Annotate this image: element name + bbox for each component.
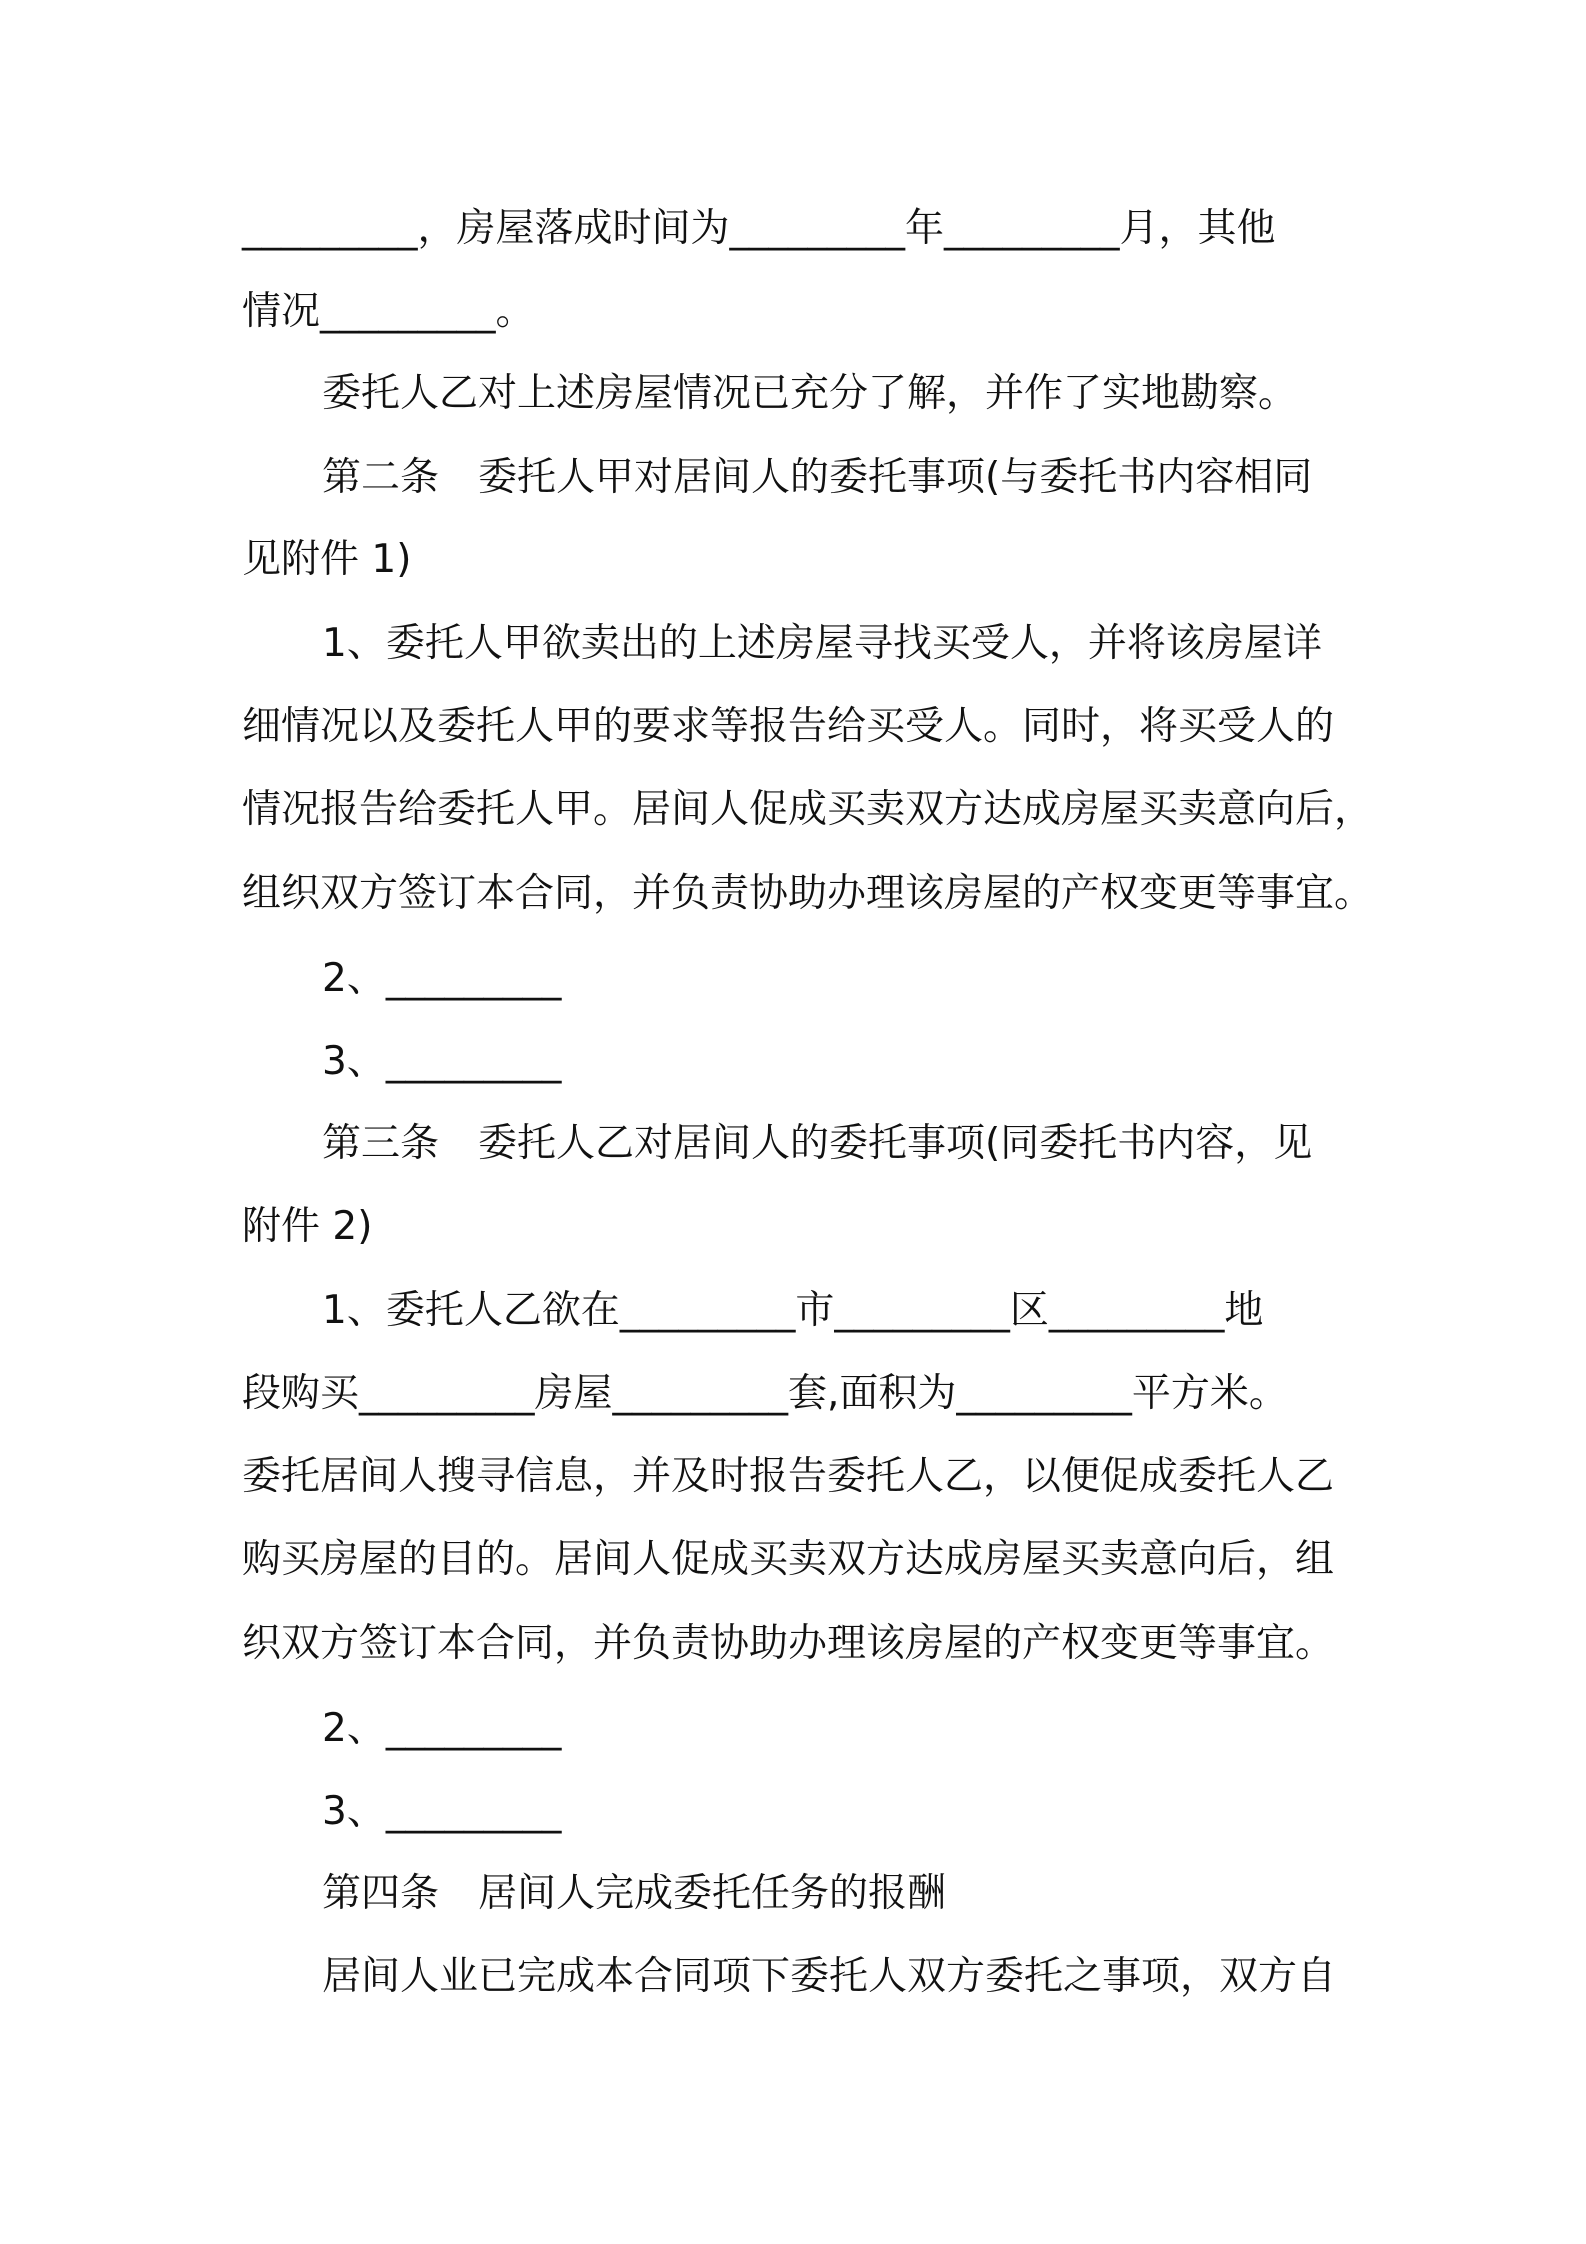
text-line: 织双方签订本合同，并负责协助办理该房屋的产权变更等事宜。 — [242, 1621, 1335, 1666]
list-item: 2、_________ — [322, 1706, 562, 1751]
text-line: 见附件 1) — [242, 537, 412, 582]
list-item: 3、_________ — [322, 1789, 562, 1834]
text-line: 委托人乙对上述房屋情况已充分了解，并作了实地勘察。 — [322, 371, 1298, 416]
text-line: 段购买_________房屋_________套,面积为_________平方米。 — [242, 1371, 1288, 1416]
text-line: 情况报告给委托人甲。居间人促成买卖双方达成房屋买卖意向后， — [242, 787, 1374, 832]
text-line: 情况_________。 — [242, 289, 535, 334]
article-heading: 第三条 委托人乙对居间人的委托事项(同委托书内容，见 — [322, 1121, 1313, 1166]
text-line: 组织双方签订本合同，并负责协助办理该房屋的产权变更等事宜。 — [242, 871, 1374, 916]
text-line: 附件 2) — [242, 1204, 373, 1249]
text-line: 购买房屋的目的。居间人促成买卖双方达成房屋买卖意向后，组 — [242, 1537, 1335, 1582]
text-line: 1、委托人甲欲卖出的上述房屋寻找买受人，并将该房屋详 — [322, 621, 1322, 666]
text-line: 1、委托人乙欲在_________市_________区_________地 — [322, 1288, 1264, 1333]
text-line: _________，房屋落成时间为_________年_________月，其他 — [242, 206, 1276, 251]
article-heading: 第二条 委托人甲对居间人的委托事项(与委托书内容相同 — [322, 455, 1313, 500]
text-line: 委托居间人搜寻信息，并及时报告委托人乙，以便促成委托人乙 — [242, 1454, 1335, 1499]
list-item: 3、_________ — [322, 1039, 562, 1084]
text-line: 细情况以及委托人甲的要求等报告给买受人。同时，将买受人的 — [242, 704, 1335, 749]
text-line: 居间人业已完成本合同项下委托人双方委托之事项，双方自 — [322, 1954, 1337, 1999]
list-item: 2、_________ — [322, 956, 562, 1001]
article-heading: 第四条 居间人完成委托任务的报酬 — [322, 1871, 947, 1916]
